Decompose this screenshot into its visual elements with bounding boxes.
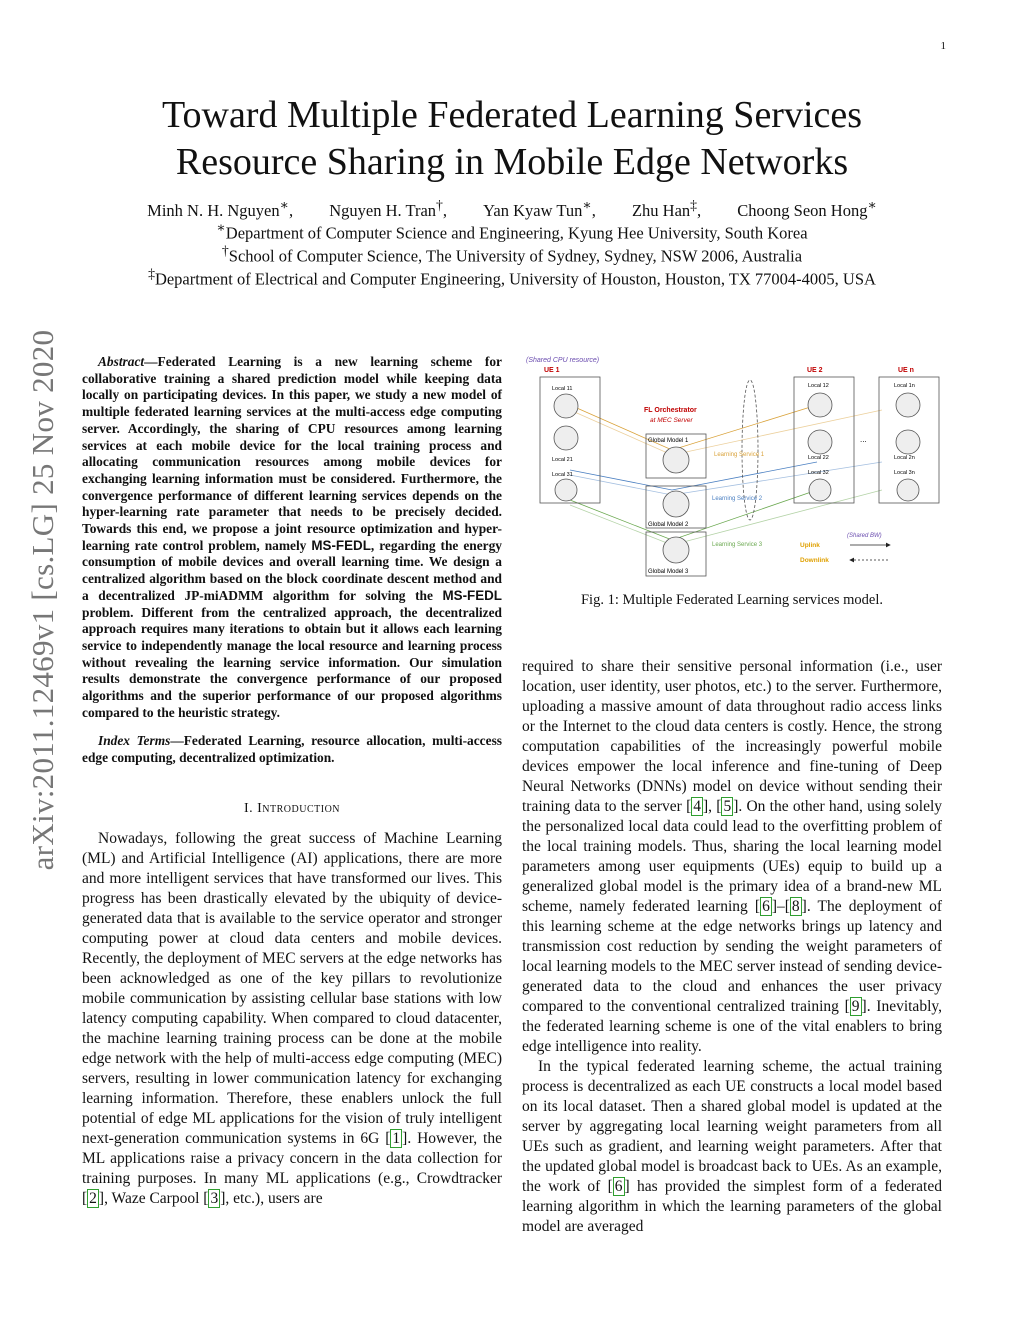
local-model-icon xyxy=(896,430,920,454)
global-model-icon xyxy=(663,447,689,473)
shared-cpu-label: (Shared CPU resource) xyxy=(526,357,600,364)
arxiv-identifier: arXiv:2011.12469v1 [cs.LG] 25 Nov 2020 xyxy=(25,329,60,871)
global-2-label: Global Model 2 xyxy=(648,522,689,528)
citation-link[interactable]: 6 xyxy=(614,1178,623,1195)
orchestrator-label: FL Orchestrator xyxy=(644,407,697,414)
affiliation: ‡Department of Electrical and Computer Engineering, University of Houston, Houston, TX 77004-4005, USA xyxy=(148,266,876,289)
local-model-icon xyxy=(808,430,832,454)
author: Yan Kyaw Tun∗, xyxy=(483,197,596,220)
local-model-icon xyxy=(896,393,920,417)
local-model-icon xyxy=(897,479,919,501)
citation-link[interactable]: 9 xyxy=(851,998,860,1015)
mec-label: at MEC Server xyxy=(650,417,693,424)
global-model-icon xyxy=(663,491,689,517)
local-model-icon xyxy=(554,426,578,450)
shared-bw-label: (Shared BW) xyxy=(847,533,882,539)
ue1-label: UE 1 xyxy=(544,367,560,374)
ue2-label: UE 2 xyxy=(807,367,823,374)
intro-paragraph: Nowadays, following the great success of Machine Learning (ML) and Artificial Intelligence (AI) applications, there are more and more intelligent services that have transformed our lives. This progress has been drastically elevated by the ubiquity of device-generated data that is available to the service operator and stronger computing power at cloud data centers and mobile devices. Recently, the deployment of MEC servers at the edge networks has been acknowledged as one of the key pillars to revolutionize mobile communication by assisting cellular base stations with low latency computing capability. When compared to cloud datacenter, the machine learning training process can be done at the mobile edge network with the help of multi-access edge computing (MEC) servers, resulting in lower communication latency for exchanging learning information. Therefore, these enablers unlock the full potential of edge ML applications for the vision of truly intelligent next-generation communication systems in 6G [ 1 ]. However, the ML applications raise a privacy concern in the data collection for training purposes. In many ML applications (e.g., Crowdtracker [ 2 ], Waze Carpool [ 3 ], etc.), users are xyxy=(82,829,502,1207)
downlink-label: Downlink xyxy=(800,557,829,564)
citation-link[interactable]: 2 xyxy=(89,1189,97,1207)
local-2n-label: Local 2n xyxy=(894,455,915,461)
author: Minh N. H. Nguyen∗, xyxy=(147,197,294,220)
author: Nguyen H. Tran†, xyxy=(329,197,448,220)
title-line-2: Resource Sharing in Mobile Edge Networks xyxy=(175,141,849,183)
citation-link[interactable]: 6 xyxy=(762,898,770,915)
local-12-label: Local 12 xyxy=(808,383,829,389)
affiliation: ∗Department of Computer Science and Engineering, Kyung Hee University, South Korea xyxy=(216,220,808,243)
index-terms: Index Terms—Federated Learning, resource allocation, multi-access edge computing, decentralized optimization. xyxy=(82,733,502,766)
local-32-label: Local 32 xyxy=(808,470,829,476)
service-1-label: Learning Service 1 xyxy=(714,452,765,458)
uen-label: UE n xyxy=(898,367,914,374)
affiliation: †School of Computer Science, The University of Sydney, Sydney, NSW 2006, Australia xyxy=(221,243,803,266)
citation-link[interactable]: 8 xyxy=(791,898,800,915)
left-column xyxy=(82,354,502,1209)
global-3-label: Global Model 3 xyxy=(648,569,689,575)
service-3-label: Learning Service 3 xyxy=(712,542,763,548)
service-links xyxy=(570,405,882,545)
service-2-label: Learning Service 2 xyxy=(712,496,763,502)
ellipsis: ... xyxy=(860,435,867,444)
citation-link[interactable]: 3 xyxy=(210,1189,219,1207)
citation-link[interactable]: 4 xyxy=(693,798,701,815)
global-model-icon xyxy=(663,537,689,563)
author-list xyxy=(0,197,1024,221)
local-model-icon xyxy=(809,479,831,501)
intro-paragraph: In the typical federated learning scheme, the actual training process is decentralized as each UE constructs a local model based on its local dataset. Then a shared global model is updated at the server by aggregating local learning weight parameters from all UEs such as gradient, and learning weight parameters. After that the updated global model is broadcast back to UEs. As an example, the work of [ 6 ] has provided the simplest form of a federated learning algorithm in which the learning parameters of the global model are averaged xyxy=(522,1058,942,1235)
figure-caption: Fig. 1: Multiple Federated Learning services model. xyxy=(580,592,883,608)
author: Zhu Han‡, xyxy=(631,197,702,220)
uplink-label: Uplink xyxy=(800,542,820,549)
intro-paragraph: required to share their sensitive personal information (i.e., user location, user identity, user photos, etc.) to the server. Furthermore, uploading a massive amount of data throughout radio access links or the Internet to the cloud data centers is costly. Hence, the strong computation capabilities of the increasingly powerful mobile devices empower the local inference and fine-tuning of Deep Neural Networks (DNNs) model on device without sending their training data to the server [ 4 ], [ 5 ]. On the other hand, using solely the personalized local data could lead to the overfitting problem of the local training models. Thus, sharing the local learning model parameters among user equipments (UEs) equip to build up a generalized global model is the primary idea of a brand-new ML scheme, namely federated learning [ 6 ]–[ 8 ]. The deployment of this learning scheme at the edge networks brings up latency and transmission cost reduction by sending the weight parameters of local learning models to the MEC server instead of sending device-generated data to the cloud and enhances the user privacy compared to the conventional centralized training [ 9 ]. Inevitably, the federated learning scheme is one of the vital enablers to bring edge intelligence into reality. xyxy=(522,658,942,1055)
page-number: 1 xyxy=(940,40,946,52)
local-22-label: Local 22 xyxy=(808,455,829,461)
paper-title xyxy=(0,92,1024,186)
author: Choong Seon Hong∗ xyxy=(737,197,877,220)
system-model-figure xyxy=(522,350,942,578)
local-21-label: Local 21 xyxy=(552,457,573,463)
abstract: Abstract—Federated Learning is a new learning scheme for collaborative training a shared prediction model while keeping data locally on participating devices. In this paper, we study a new model of multiple federated learning services at the multi-access edge computing server. Accordingly, the sharing of CPU resources among learning services at each mobile device for the local training process and allocating communication resources among mobile devices for exchanging learning information must be considered. Furthermore, the convergence performance of different learning services depends on the hyper-learning rate parameter that needs to be precisely decided. Towards this end, we propose a joint resource optimization and hyper-learning rate control problem, namely MS-FEDL, regarding the energy consumption of mobile devices and overall learning time. We design a centralized algorithm based on the block coordinate descent method and a decentralized JP-miADMM algorithm for solving the MS-FEDL problem. Different from the centralized approach, the decentralized approach requires many iterations to obtain but it allows each learning service to independently manage the local resource and learning process without revealing the learning service information. Our simulation results demonstrate the convergence performance of our proposed algorithms and the superior performance of our proposed algorithms compared to the heuristic strategy. xyxy=(82,354,503,720)
local-model-icon xyxy=(808,393,832,417)
citation-link[interactable]: 1 xyxy=(392,1129,401,1147)
title-line-1: Toward Multiple Federated Learning Services xyxy=(161,94,863,136)
section-heading: I. Introduction xyxy=(243,800,341,816)
local-model-icon xyxy=(555,479,577,501)
fl-services-diagram xyxy=(522,350,942,578)
local-31-label: Local 31 xyxy=(552,472,573,478)
local-1n-label: Local 1n xyxy=(894,383,915,389)
local-11-label: Local 11 xyxy=(552,386,573,392)
right-column xyxy=(522,350,942,1237)
local-3n-label: Local 3n xyxy=(894,470,915,476)
local-model-icon xyxy=(554,394,578,418)
global-1-label: Global Model 1 xyxy=(648,438,689,444)
citation-link[interactable]: 5 xyxy=(723,798,732,815)
